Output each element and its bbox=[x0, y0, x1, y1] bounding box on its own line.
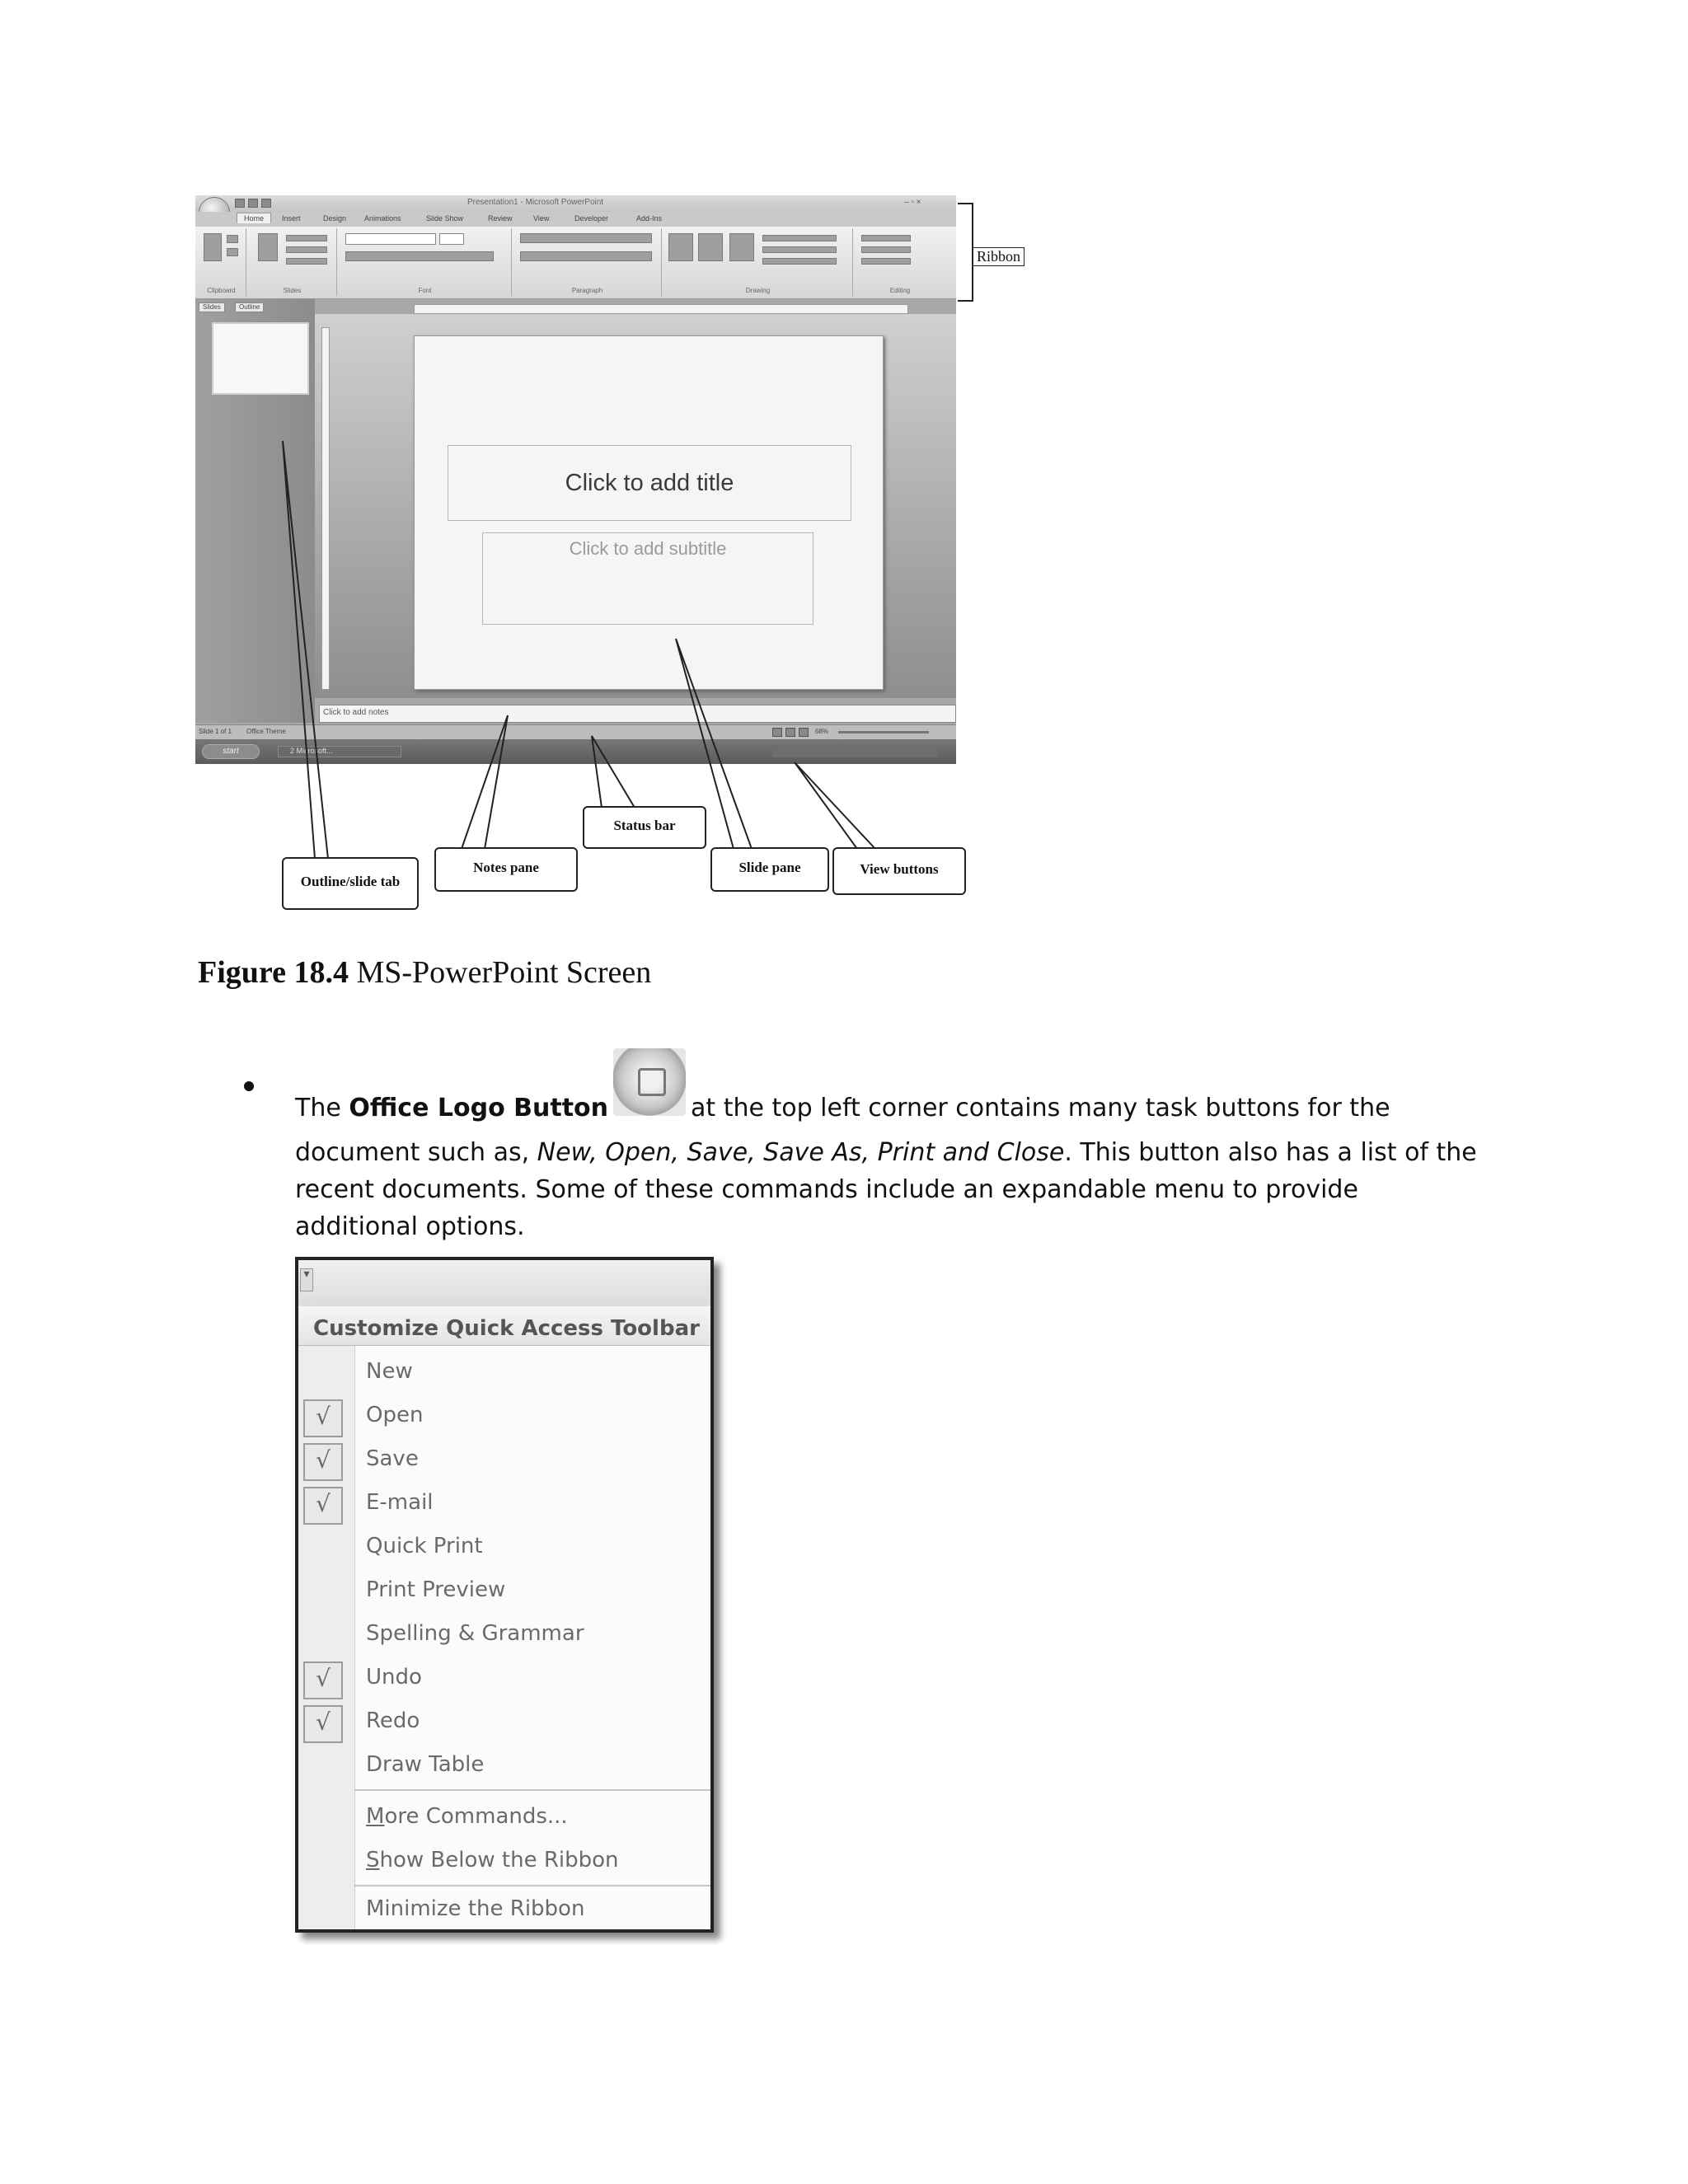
bullet-icon bbox=[244, 1081, 254, 1091]
para-italic: New, Open, Save, Save As, Print and Close bbox=[537, 1138, 1065, 1167]
slide-count: Slide 1 of 1 bbox=[199, 728, 232, 735]
qat-menu-item[interactable] bbox=[298, 1569, 710, 1613]
qat-menu-item-label: Draw Table bbox=[366, 1752, 485, 1777]
qat-menu-item-label: E-mail bbox=[366, 1490, 434, 1515]
tab-slides[interactable]: Slides bbox=[199, 302, 225, 312]
tab-insert[interactable]: Insert bbox=[282, 214, 301, 223]
qat-menu-item-label: New bbox=[366, 1359, 413, 1384]
subtitle-placeholder[interactable]: Click to add subtitle bbox=[482, 532, 814, 625]
figure-caption bbox=[198, 954, 651, 991]
more-commands-text: ore Commands... bbox=[384, 1804, 568, 1829]
tab-outline[interactable]: Outline bbox=[235, 302, 264, 312]
tab-design[interactable]: Design bbox=[323, 214, 347, 223]
window-controls-icon[interactable]: – ▫ × bbox=[904, 198, 921, 207]
tab-home[interactable]: Home bbox=[237, 213, 271, 223]
checkmark-icon: √ bbox=[303, 1399, 343, 1437]
start-button[interactable]: start bbox=[202, 744, 260, 759]
qat-menu-item[interactable] bbox=[298, 1613, 710, 1657]
minimize-ribbon-item[interactable] bbox=[298, 1888, 710, 1932]
menu-separator bbox=[354, 1789, 710, 1791]
qat-menu-item[interactable] bbox=[298, 1700, 710, 1744]
para-post: . This button also has a list of the recent documents. Some of these commands include an expandable menu to provide additional options. bbox=[295, 1138, 1477, 1241]
tab-view[interactable]: View bbox=[533, 214, 550, 223]
title-placeholder[interactable]: Click to add title bbox=[448, 445, 851, 521]
show-below-label bbox=[366, 1848, 619, 1872]
para-pre: The bbox=[295, 1094, 349, 1122]
figure-label: Figure 18.4 bbox=[198, 955, 349, 990]
qat-menu-item[interactable] bbox=[298, 1744, 710, 1788]
tab-animations[interactable]: Animations bbox=[364, 214, 401, 223]
qat-menu-item-label: Redo bbox=[366, 1708, 420, 1733]
show-below-accel: S bbox=[366, 1848, 380, 1872]
qat-toolbar-strip bbox=[298, 1260, 710, 1307]
tab-add-ins[interactable]: Add-Ins bbox=[636, 214, 663, 223]
checkmark-icon: √ bbox=[303, 1661, 343, 1699]
qat-menu-item[interactable] bbox=[298, 1482, 710, 1526]
qat-menu-item-label: Undo bbox=[366, 1665, 422, 1690]
ribbon-group-label: Paragraph bbox=[571, 287, 603, 294]
qat-dropdown-icon[interactable]: ▾ bbox=[300, 1268, 313, 1291]
view-buttons-callout: View buttons bbox=[832, 847, 966, 895]
checkmark-icon: √ bbox=[303, 1705, 343, 1743]
qat-menu-item[interactable] bbox=[298, 1526, 710, 1569]
qat-menu-item[interactable] bbox=[298, 1438, 710, 1482]
office-logo-icon bbox=[613, 1048, 686, 1116]
para-mid: at the top left corner contains many task buttons for the document such as, bbox=[295, 1094, 1390, 1167]
window-title: Presentation1 - Microsoft PowerPoint bbox=[467, 198, 604, 207]
qat-menu-item-label: Print Preview bbox=[366, 1577, 506, 1602]
checkmark-icon: √ bbox=[303, 1487, 343, 1525]
menu-separator bbox=[354, 1885, 710, 1886]
status-bar-callout: Status bar bbox=[583, 806, 706, 849]
customize-qat-menu bbox=[295, 1257, 714, 1933]
tab-developer[interactable]: Developer bbox=[574, 214, 609, 223]
view-buttons-pointer bbox=[795, 762, 875, 849]
qat-menu-item-label: Save bbox=[366, 1446, 419, 1471]
status-bar-pointer bbox=[592, 736, 635, 808]
qat-menu-header: Customize Quick Access Toolbar bbox=[298, 1306, 710, 1346]
para-bold: Office Logo Button bbox=[349, 1094, 609, 1122]
qat-menu-item-label: Spelling & Grammar bbox=[366, 1621, 584, 1646]
ribbon-group-label: Clipboard bbox=[207, 287, 236, 294]
ribbon-bracket bbox=[958, 204, 973, 301]
zoom-level: 68% bbox=[815, 728, 829, 735]
notes-pane-callout: Notes pane bbox=[434, 847, 578, 892]
checkmark-icon: √ bbox=[303, 1443, 343, 1481]
qat-menu-item-label: Quick Print bbox=[366, 1534, 483, 1558]
theme-name: Office Theme bbox=[246, 728, 286, 735]
ribbon-group-label: Editing bbox=[889, 287, 911, 294]
figure-title: MS-PowerPoint Screen bbox=[356, 955, 652, 990]
show-below-ribbon-item[interactable] bbox=[298, 1840, 710, 1883]
ribbon-group-label: Font bbox=[418, 287, 432, 294]
show-below-text: how Below the Ribbon bbox=[379, 1848, 619, 1872]
more-commands-item[interactable] bbox=[298, 1796, 710, 1840]
qat-menu-item-label: Open bbox=[366, 1403, 424, 1427]
ribbon-group-label: Slides bbox=[283, 287, 302, 294]
notes-pane-pointer bbox=[462, 715, 508, 849]
ribbon-callout: Ribbon bbox=[973, 247, 1025, 266]
ribbon-group-label: Drawing bbox=[745, 287, 771, 294]
minimize-ribbon-label: Minimize the Ribbon bbox=[366, 1896, 585, 1921]
taskbar-item[interactable]: 2 Microsoft... bbox=[278, 746, 401, 757]
outline-tab-pointer bbox=[283, 441, 328, 859]
notes-pane[interactable]: Click to add notes bbox=[319, 705, 956, 723]
qat-menu-item[interactable] bbox=[298, 1351, 710, 1394]
qat-menu-item[interactable] bbox=[298, 1394, 710, 1438]
slide-pane-callout: Slide pane bbox=[710, 847, 829, 892]
more-commands-label bbox=[366, 1804, 568, 1829]
qat-menu-item[interactable] bbox=[298, 1657, 710, 1700]
more-commands-accel: M bbox=[366, 1804, 385, 1829]
tab-review[interactable]: Review bbox=[488, 214, 513, 223]
tab-slide-show[interactable]: Slide Show bbox=[426, 214, 464, 223]
bullet-paragraph bbox=[295, 1066, 1482, 1245]
callout-lines bbox=[0, 0, 1688, 948]
outline-tab-callout: Outline/slide tab bbox=[282, 857, 419, 910]
